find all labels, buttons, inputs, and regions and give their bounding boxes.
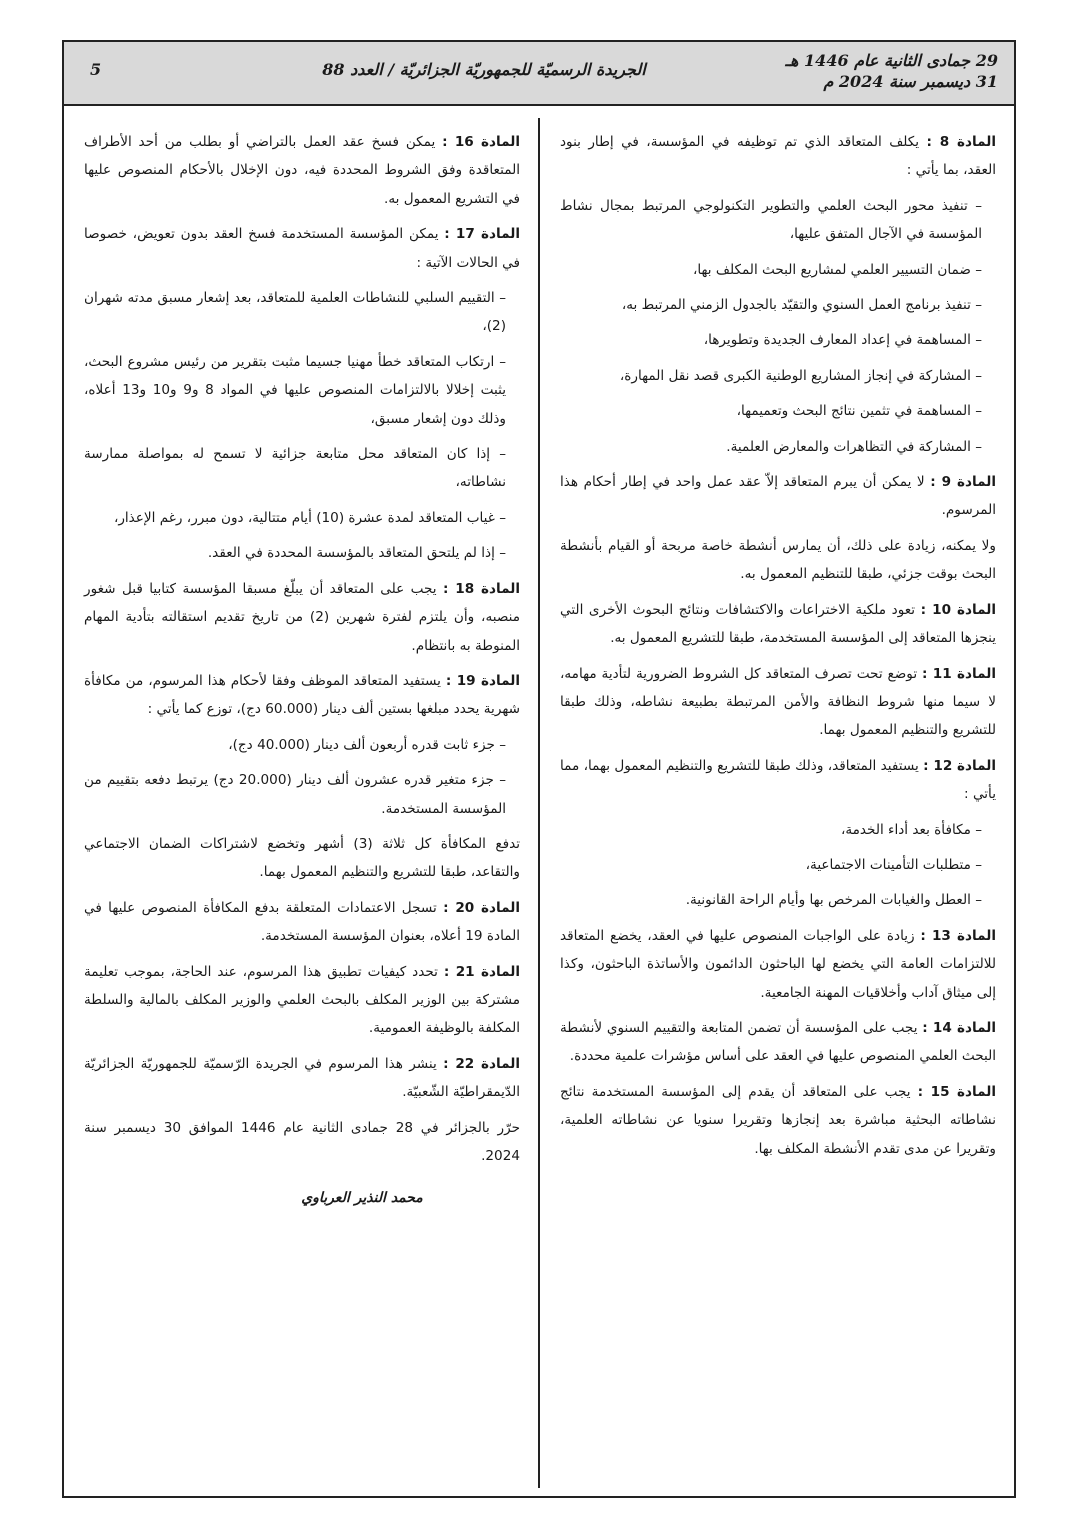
article-label: المادة 18 : xyxy=(442,580,521,597)
list-item xyxy=(560,362,996,390)
article-text: – إذا كان المتعاقد محل متابعة جزائية لا تسمح له بمواصلة ممارسة نشاطاته، xyxy=(84,446,506,491)
signature: محمد النذير العرباوي xyxy=(301,1190,423,1207)
article-label: المادة 16 : xyxy=(442,134,520,150)
article-paragraph xyxy=(560,752,996,809)
list-item xyxy=(560,256,996,284)
article-paragraph xyxy=(560,128,996,185)
article-label: المادة 15 : xyxy=(917,1083,997,1100)
article-paragraph xyxy=(560,532,996,589)
list-item xyxy=(84,539,520,567)
article-paragraph xyxy=(560,1078,996,1163)
article-text: ولا يمكنه، زيادة على ذلك، أن يمارس أنشطة خاصة مربحة أو القيام بأنشطة البحث بوقت جزئي، طبقا للتنظيم المعمول به. xyxy=(560,537,996,583)
article-paragraph xyxy=(560,596,996,653)
list-item xyxy=(84,348,520,433)
article-text: – العطل والغيابات المرخص بها وأيام الراحة القانونية. xyxy=(685,892,982,909)
page-number: 5 xyxy=(90,60,102,79)
article-text: يستفيد المتعاقد الموظف وفقا لأحكام هذا المرسوم، من مكافأة شهرية يحدد مبلغها بستين ألف دينار (60.000 دج)، توزع كما يأتي : xyxy=(84,672,520,718)
article-label: المادة 13 : xyxy=(920,927,997,944)
article-text: حرّر بالجزائر في 28 جمادى الثانية عام 1446 الموافق 30 ديسمبر سنة 2024. xyxy=(84,1119,520,1164)
list-item xyxy=(560,326,996,354)
column-divider xyxy=(538,118,540,1488)
article-text: – التقييم السلبي للنشاطات العلمية للمتعاقد، بعد إشعار مسبق مدته شهران (2)، xyxy=(84,290,506,335)
article-label: المادة 22 : xyxy=(443,1055,521,1072)
article-label: المادة 12 : xyxy=(923,757,997,774)
article-text: يكلف المتعاقد الذي تم توظيفه في المؤسسة، في إطار بنود العقد، بما يأتي : xyxy=(560,134,996,179)
list-item xyxy=(560,291,996,319)
article-text: لا يمكن أن يبرم المتعاقد إلاّ عقد عمل واحد في إطار أحكام هذا المرسوم. xyxy=(560,474,996,519)
article-text: تعود ملكية الاختراعات والاكتشافات ونتائج البحوث الأخرى التي ينجزها المتعاقد إلى المؤسسة المستخدمة، طبقا للتشريع المعمول به. xyxy=(560,601,996,647)
article-label: المادة 10 : xyxy=(920,601,997,618)
article-text: – مكافأة بعد أداء الخدمة، xyxy=(840,821,982,838)
list-item xyxy=(560,192,996,249)
list-item xyxy=(84,440,520,497)
date-hijri: 29 جمادى الثانية عام 1446 هـ xyxy=(785,51,998,70)
article-text: – تنفيذ برنامج العمل السنوي والتقيّد بالجدول الزمني المرتبط به، xyxy=(621,297,982,314)
date-gregorian: 31 ديسمبر سنة 2024 م xyxy=(823,72,998,91)
list-item xyxy=(560,851,996,879)
page-header xyxy=(64,42,1014,106)
list-item xyxy=(84,284,520,341)
article-text: تسجل الاعتمادات المتعلقة بدفع المكافأة المنصوص عليها في المادة 19 أعلاه، بعنوان المؤسسة المستخدمة. xyxy=(84,899,520,945)
article-paragraph xyxy=(84,894,520,951)
article-paragraph xyxy=(560,660,996,745)
list-item xyxy=(84,504,520,532)
article-text: – ضمان التسيير العلمي لمشاريع البحث المكلف بها، xyxy=(692,261,982,278)
left-column xyxy=(84,128,520,1213)
article-paragraph xyxy=(84,220,520,277)
article-text: – جزء متغير قدره عشرون ألف دينار (20.000 دج) يرتبط دفعه بتقييم من المؤسسة المستخدمة. xyxy=(84,772,506,817)
article-text: – تنفيذ محور البحث العلمي والتطوير التكنولوجي المرتبط بمجال نشاط المؤسسة في الآجال المتفق عليها، xyxy=(560,197,982,243)
list-item xyxy=(84,731,520,759)
list-item xyxy=(84,766,520,823)
article-paragraph xyxy=(560,922,996,1007)
article-label: المادة 17 : xyxy=(444,226,521,243)
article-text: – متطلبات التأمينات الاجتماعية، xyxy=(805,856,982,873)
article-paragraph xyxy=(84,1114,520,1171)
article-text: – المشاركة في التظاهرات والمعارض العلمية. xyxy=(726,438,982,455)
article-paragraph xyxy=(560,1014,996,1071)
article-text: يجب على المؤسسة أن تضمن المتابعة والتقييم السنوي لأنشطة البحث العلمي المنصوص عليها في العقد على أساس مؤشرات علمية محددة. xyxy=(560,1019,996,1065)
article-paragraph xyxy=(84,1050,520,1107)
journal-title: الجريدة الرسميّة للجمهوريّة الجزائريّة / العدد 88 xyxy=(322,60,646,79)
article-text: يمكن فسخ عقد العمل بالتراضي أو بطلب من أحد الأطراف المتعاقدة وفق الشروط المحددة فيه، دون الإخلال بالأحكام المنصوص عليها في التشريع المعمول به. xyxy=(84,134,520,207)
article-text: – إذا لم يلتحق المتعاقد بالمؤسسة المحددة في العقد. xyxy=(207,545,506,562)
article-text: توضع تحت تصرف المتعاقد كل الشروط الضرورية لتأدية مهامه، لا سيما منها شروط النظافة والأمن المرتبطة بطبيعة نشاطه، وذلك طبقا للتشريع والتنظيم المعمول بهما. xyxy=(560,665,996,739)
list-item xyxy=(560,886,996,914)
article-text: – المشاركة في إنجاز المشاريع الوطنية الكبرى قصد نقل المهارة، xyxy=(619,367,982,384)
article-text: – ارتكاب المتعاقد خطأ مهنيا جسيما مثبت بتقرير من رئيس مشروع البحث، يثبت إخلالا بالالتزامات المنصوص عليها في المواد 8 و9 و10 و13 أعلاه، وذلك دون إشعار مسبق، xyxy=(84,353,506,427)
list-item xyxy=(560,433,996,461)
list-item xyxy=(560,816,996,844)
article-text: يجب على المتعاقد أن يقدم إلى المؤسسة المستخدمة نتائج نشاطاته البحثية مباشرة بعد إنجازها وتقريرا سنويا عن نشاطاته العلمية، وتقريرا عن مدى تقدم الأنشطة المكلف بها. xyxy=(560,1083,996,1157)
article-text: تدفع المكافأة كل ثلاثة (3) أشهر وتخضع لاشتراكات الضمان الاجتماعي والتقاعد، طبقا للتشريع والتنظيم المعمول بهما. xyxy=(84,835,520,881)
article-paragraph xyxy=(560,468,996,525)
article-text: تحدد كيفيات تطبيق هذا المرسوم، عند الحاجة، بموجب تعليمة مشتركة بين الوزير المكلف بالبحث العلمي والوزير المكلف بالمالية والسلطة المكلفة بالوظيفة العمومية. xyxy=(84,963,520,1037)
article-paragraph xyxy=(84,575,520,660)
article-text: – المساهمة في تثمين نتائج البحث وتعميمها، xyxy=(736,403,982,420)
article-label: المادة 11 : xyxy=(922,665,997,682)
article-text: يجب على المتعاقد أن يبلّغ مسبقا المؤسسة كتابيا قبل شغور منصبه، وأن يلتزم لفترة شهرين (2) من تاريخ تقديم استقالته بتأدية المهام المنوطة به بانتظام. xyxy=(84,580,521,654)
article-paragraph xyxy=(84,128,520,213)
article-text: يستفيد المتعاقد، وذلك طبقا للتشريع والتنظيم المعمول بهما، مما يأتي : xyxy=(560,757,996,803)
article-paragraph xyxy=(84,830,520,887)
article-label: المادة 14 : xyxy=(922,1019,996,1036)
article-paragraph xyxy=(84,958,520,1043)
article-text: زيادة على الواجبات المنصوص عليها في العقد، يخضع المتعاقد للالتزامات العامة التي يخضع لها الباحثون الدائمون والأساتذة الباحثون، وكذا إلى ميثاق آداب وأخلاقيات المهنة الجامعية. xyxy=(560,927,996,1001)
article-text: – جزء ثابت قدره أربعون ألف دينار (40.000 دج)، xyxy=(228,736,506,753)
article-text: ينشر هذا المرسوم في الجريدة الرّسميّة للجمهوريّة الجزائريّة الدّيمقراطيّة الشّعبيّة. xyxy=(84,1055,520,1101)
article-text: يمكن المؤسسة المستخدمة فسخ العقد بدون تعويض، خصوصا في الحالات الآتية : xyxy=(84,226,520,271)
right-column xyxy=(560,128,996,1170)
article-text: – المساهمة في إعداد المعارف الجديدة وتطويرها، xyxy=(703,332,982,349)
article-text: – غياب المتعاقد لمدة عشرة (10) أيام متتالية، دون مبرر، رغم الإعذار، xyxy=(113,509,506,526)
article-label: المادة 20 : xyxy=(443,899,521,916)
article-label: المادة 9 : xyxy=(930,474,997,491)
article-label: المادة 19 : xyxy=(445,672,520,689)
list-item xyxy=(560,397,996,425)
article-label: المادة 8 : xyxy=(926,134,997,150)
article-label: المادة 21 : xyxy=(443,963,520,980)
article-paragraph xyxy=(84,667,520,724)
